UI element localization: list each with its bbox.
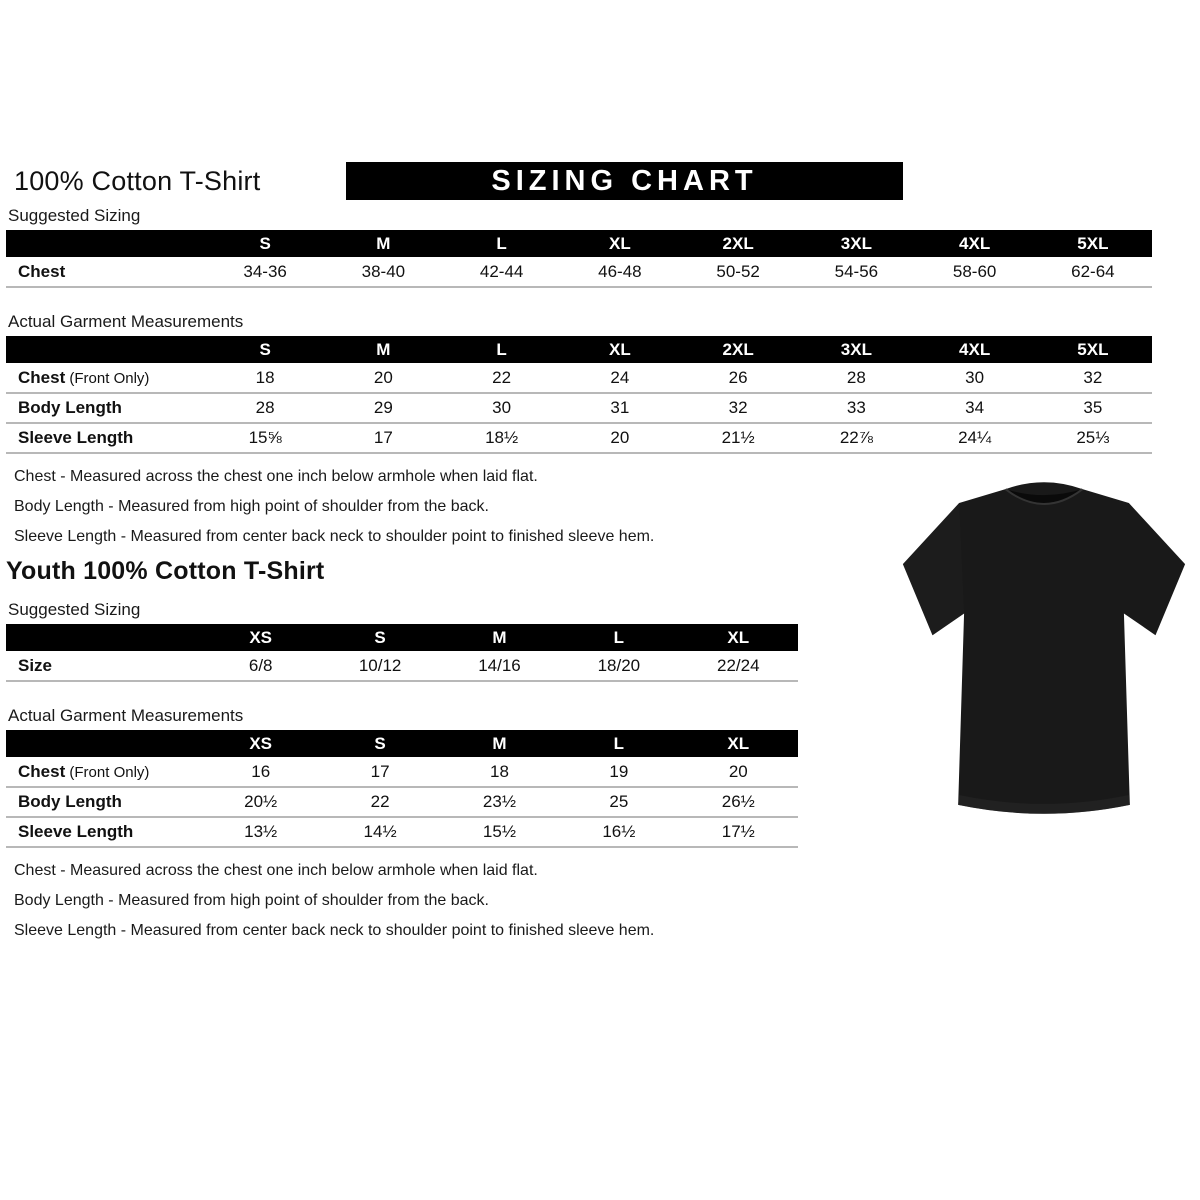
size-header-row (6, 230, 1152, 257)
size-value-cell: 22 (492, 367, 512, 387)
size-value-cell: 62-64 (1071, 261, 1115, 281)
size-column-header: XL (679, 730, 798, 757)
row-label: Body Length (18, 792, 122, 811)
note-chest: Chest - Measured across the chest one inch below armhole when laid flat. (14, 862, 538, 879)
note-chest: Chest - Measured across the chest one inch below armhole when laid flat. (14, 468, 538, 485)
size-value-cell: 42-44 (479, 261, 524, 281)
size-value-cell: 50-52 (716, 261, 760, 281)
table-corner-cell (6, 336, 206, 363)
size-value-cell: 14/16 (478, 655, 521, 675)
table-corner-cell (6, 730, 201, 757)
size-value-cell: 24 (610, 367, 630, 387)
size-value-cell: 25⅓ (1076, 428, 1110, 447)
size-value-cell: 20 (373, 367, 393, 387)
size-header-row (6, 624, 798, 651)
size-value-cell: 17 (373, 428, 393, 447)
table-row (6, 651, 798, 681)
table-corner-cell (6, 230, 206, 257)
table-row (6, 757, 798, 787)
size-value-cell: 6/8 (248, 655, 273, 675)
youth-measurement-notes (14, 861, 1180, 941)
size-header-row (6, 336, 1152, 363)
row-label: Size (18, 655, 53, 675)
row-label-suffix: (Front Only) (65, 369, 150, 387)
size-column-header: S (320, 624, 439, 651)
youth-title: Youth 100% Cotton T-Shirt (6, 557, 325, 585)
table-row (6, 363, 1152, 393)
page-title: 100% Cotton T-Shirt (14, 165, 261, 196)
adult-actual-measurements-label: Actual Garment Measurements (8, 312, 244, 331)
note-sleeve-length: Sleeve Length - Measured from center back neck to shoulder point to finished sleeve hem. (14, 528, 655, 545)
youth-actual-measurements-label: Actual Garment Measurements (8, 706, 244, 725)
size-column-header: S (206, 336, 324, 363)
size-value-cell: 32 (728, 398, 748, 417)
sizing-chart-banner (346, 162, 903, 200)
table-corner-cell (6, 624, 201, 651)
tshirt-sleeve-shade-left (903, 503, 964, 635)
table-row (6, 393, 1152, 423)
size-value-cell: 30 (492, 398, 512, 417)
table-row (6, 817, 798, 847)
size-value-cell: 20 (610, 428, 630, 447)
size-column-header: 2XL (679, 230, 797, 257)
size-value-cell: 17½ (721, 822, 755, 841)
size-value-cell: 38-40 (361, 261, 406, 281)
size-value-cell: 23½ (482, 792, 517, 811)
size-value-cell: 22⅞ (839, 428, 873, 447)
size-column-header: 4XL (916, 336, 1034, 363)
size-value-cell: 22/24 (717, 655, 760, 675)
size-column-header: 5XL (1034, 230, 1152, 257)
table-row (6, 257, 1152, 287)
size-value-cell: 35 (1083, 398, 1103, 417)
black-tshirt-image (896, 473, 1192, 829)
size-column-header: M (324, 230, 442, 257)
row-label: Chest (Front Only) (18, 761, 150, 781)
size-value-cell: 15⅝ (248, 428, 282, 447)
size-value-cell: 18/20 (597, 655, 641, 675)
note-body-length: Body Length - Measured from high point of shoulder from the back. (14, 498, 489, 515)
size-value-cell: 34 (965, 398, 985, 417)
size-column-header: XS (201, 730, 320, 757)
row-label: Sleeve Length (18, 822, 134, 841)
size-value-cell: 28 (846, 367, 866, 387)
size-column-header: XL (679, 624, 798, 651)
size-value-cell: 33 (846, 398, 866, 417)
size-column-header: 3XL (797, 230, 915, 257)
size-value-cell: 18 (255, 367, 275, 387)
size-value-cell: 26 (728, 367, 748, 387)
size-value-cell: 10/12 (358, 655, 402, 675)
size-header-row (6, 730, 798, 757)
youth-suggested-sizing-label: Suggested Sizing (8, 600, 141, 619)
size-column-header: M (440, 730, 559, 757)
size-value-cell: 19 (609, 761, 629, 781)
row-label: Body Length (18, 398, 122, 417)
size-column-header: M (440, 624, 559, 651)
size-value-cell: 29 (373, 398, 393, 417)
size-column-header: L (443, 336, 561, 363)
size-column-header: 4XL (916, 230, 1034, 257)
size-column-header: 3XL (797, 336, 915, 363)
adult-actual-measurements-table (6, 336, 1152, 454)
size-value-cell: 31 (610, 398, 630, 417)
adult-suggested-sizing-table (6, 230, 1152, 288)
size-value-cell: 28 (255, 398, 275, 417)
size-value-cell: 26½ (721, 792, 755, 811)
size-value-cell: 20 (728, 761, 748, 781)
page-header (6, 162, 1180, 200)
adult-suggested-sizing-label: Suggested Sizing (8, 206, 141, 225)
size-column-header: XL (561, 230, 679, 257)
size-column-header: 2XL (679, 336, 797, 363)
size-value-cell: 34-36 (243, 261, 287, 281)
size-value-cell: 14½ (363, 822, 397, 841)
row-label: Sleeve Length (18, 428, 134, 447)
size-value-cell: 18 (490, 761, 509, 781)
size-column-header: M (324, 336, 442, 363)
size-value-cell: 30 (965, 367, 985, 387)
size-column-header: L (559, 730, 678, 757)
size-value-cell: 22 (370, 792, 390, 811)
size-value-cell: 18½ (485, 428, 519, 447)
size-value-cell: 58-60 (952, 261, 997, 281)
size-column-header: L (559, 624, 678, 651)
size-value-cell: 24¼ (958, 428, 992, 447)
row-label: Chest (18, 261, 66, 281)
size-value-cell: 46-48 (598, 261, 642, 281)
note-sleeve-length: Sleeve Length - Measured from center back neck to shoulder point to finished sleeve hem. (14, 922, 655, 939)
size-value-cell: 17 (370, 761, 390, 781)
size-value-cell: 32 (1083, 367, 1103, 387)
youth-actual-measurements-table (6, 730, 798, 848)
size-value-cell: 25 (609, 792, 629, 811)
banner-text: SIZING CHART (491, 164, 758, 197)
size-value-cell: 13½ (244, 822, 278, 841)
size-column-header: L (443, 230, 561, 257)
size-value-cell: 20½ (244, 792, 278, 811)
size-column-header: S (320, 730, 439, 757)
size-value-cell: 54-56 (834, 261, 879, 281)
row-label-suffix: (Front Only) (65, 763, 150, 781)
table-row (6, 787, 798, 817)
size-value-cell: 21½ (721, 428, 755, 447)
size-column-header: XL (561, 336, 679, 363)
size-value-cell: 16 (251, 761, 271, 781)
size-column-header: S (206, 230, 324, 257)
size-value-cell: 15½ (482, 822, 517, 841)
tshirt-graphic (896, 473, 1192, 829)
size-column-header: 5XL (1034, 336, 1152, 363)
table-row (6, 423, 1152, 453)
size-column-header: XS (201, 624, 320, 651)
youth-suggested-sizing-table (6, 624, 798, 682)
note-body-length: Body Length - Measured from high point of shoulder from the back. (14, 892, 489, 909)
size-value-cell: 16½ (602, 822, 636, 841)
row-label: Chest (Front Only) (18, 367, 150, 387)
